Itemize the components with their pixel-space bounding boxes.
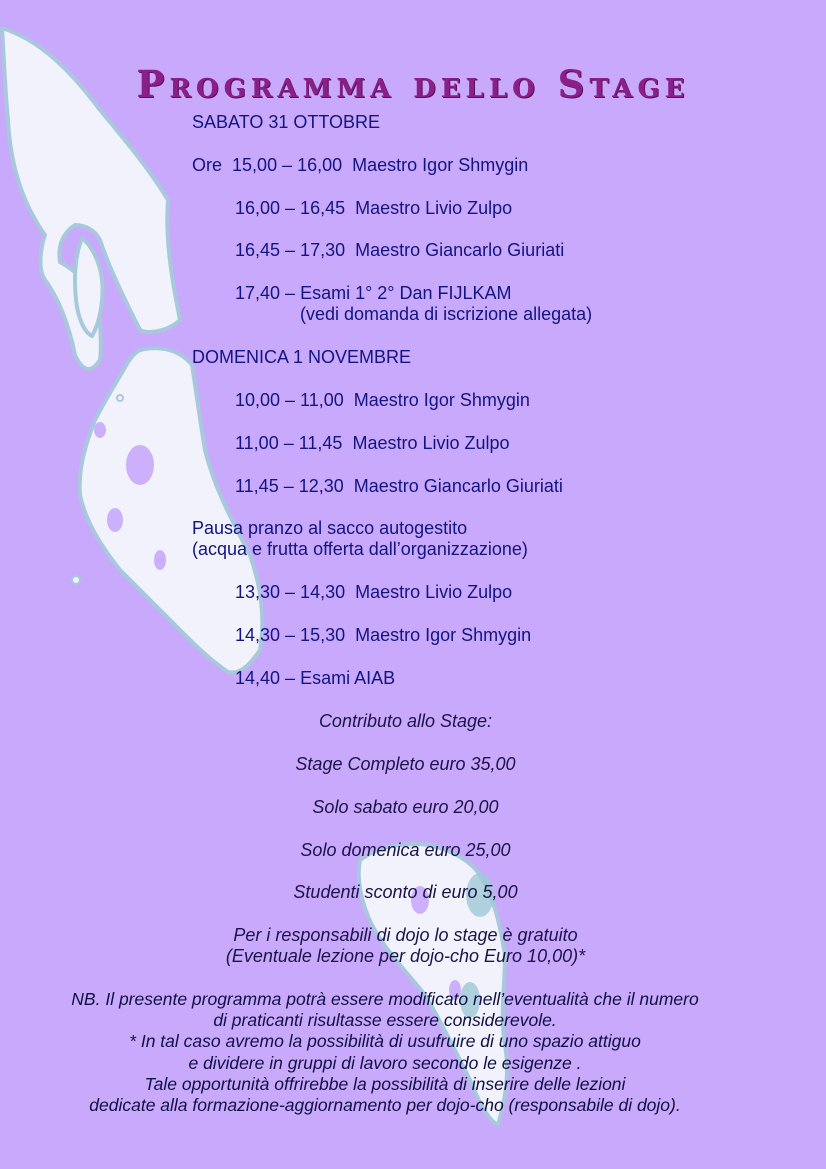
fee-students: Studenti sconto di euro 5,00: [293, 882, 518, 902]
nb-line: di praticanti risultasse essere considerevole.: [213, 1010, 557, 1030]
teacher-name: Maestro Livio Zulpo: [352, 433, 510, 453]
schedule-row: [235, 668, 395, 689]
time-range: 10,00 – 11,00: [235, 390, 344, 410]
time-range: 13,30 – 14,30: [235, 582, 346, 602]
teacher-name: Maestro Igor Shmygin: [352, 155, 529, 175]
schedule-row: [235, 582, 512, 603]
teacher-name: Maestro Igor Shmygin: [353, 390, 530, 410]
exam-label: Esami AIAB: [300, 668, 396, 688]
exam-label: Esami 1° 2° Dan FIJLKAM: [300, 283, 512, 303]
schedule-row: [235, 390, 530, 411]
teacher-name: Maestro Giancarlo Giuriati: [355, 240, 565, 260]
teacher-name: Maestro Igor Shmygin: [355, 625, 532, 645]
schedule-row: [192, 155, 528, 176]
fee-saturday: Solo sabato euro 20,00: [312, 797, 499, 817]
lunch-note: (acqua e frutta offerta dall’organizzazione): [192, 539, 528, 559]
sunday-heading: DOMENICA 1 NOVEMBRE: [192, 347, 412, 367]
schedule-row: [235, 433, 510, 454]
nb-line: NB. Il presente programma potrà essere modificato nell’eventualità che il numero: [71, 989, 699, 1009]
time-range: 15,00 – 16,00: [232, 155, 343, 175]
schedule-row: [235, 240, 564, 261]
time-range: 11,45 – 12,30: [235, 476, 344, 496]
exam-note: (vedi domanda di iscrizione allegata): [300, 304, 593, 324]
fee-sunday: Solo domenica euro 25,00: [300, 840, 511, 860]
nb-line: Tale opportunità offrirebbe la possibilità di inserire delle lezioni: [144, 1074, 626, 1094]
time-range: 17,40 –: [235, 283, 296, 303]
schedule-row: [235, 283, 512, 304]
schedule-row: [235, 476, 563, 497]
time-range: 14,40 –: [235, 668, 296, 688]
fee-free: Per i responsabili di dojo lo stage è gratuito: [233, 925, 578, 945]
teacher-name: Maestro Giancarlo Giuriati: [353, 476, 563, 496]
page-title: Programma dello Stage: [136, 62, 690, 106]
nb-line: * In tal caso avremo la possibilità di usufruire di uno spazio attiguo: [129, 1031, 641, 1051]
time-range: 16,00 – 16,45: [235, 198, 346, 218]
teacher-name: Maestro Livio Zulpo: [355, 198, 513, 218]
saturday-heading: SABATO 31 OTTOBRE: [192, 112, 381, 132]
fee-optional-lesson: (Eventuale lezione per dojo-cho Euro 10,00)*: [225, 946, 586, 966]
time-range: 16,45 – 17,30: [235, 240, 346, 260]
lunch-break: Pausa pranzo al sacco autogestito: [192, 518, 468, 538]
schedule-row: [235, 198, 512, 219]
fees-heading: Contributo allo Stage:: [318, 711, 493, 731]
nb-line: e dividere in gruppi di lavoro secondo le esigenze .: [188, 1053, 582, 1073]
fee-full: Stage Completo euro 35,00: [295, 754, 516, 774]
time-range: 14,30 – 15,30: [235, 625, 346, 645]
schedule-row: [235, 625, 531, 646]
ore-prefix: Ore: [192, 155, 223, 175]
teacher-name: Maestro Livio Zulpo: [355, 582, 513, 602]
time-range: 11,00 – 11,45: [235, 433, 343, 453]
nb-line: dedicate alla formazione-aggiornamento per dojo-cho (responsabile di dojo).: [89, 1095, 681, 1115]
